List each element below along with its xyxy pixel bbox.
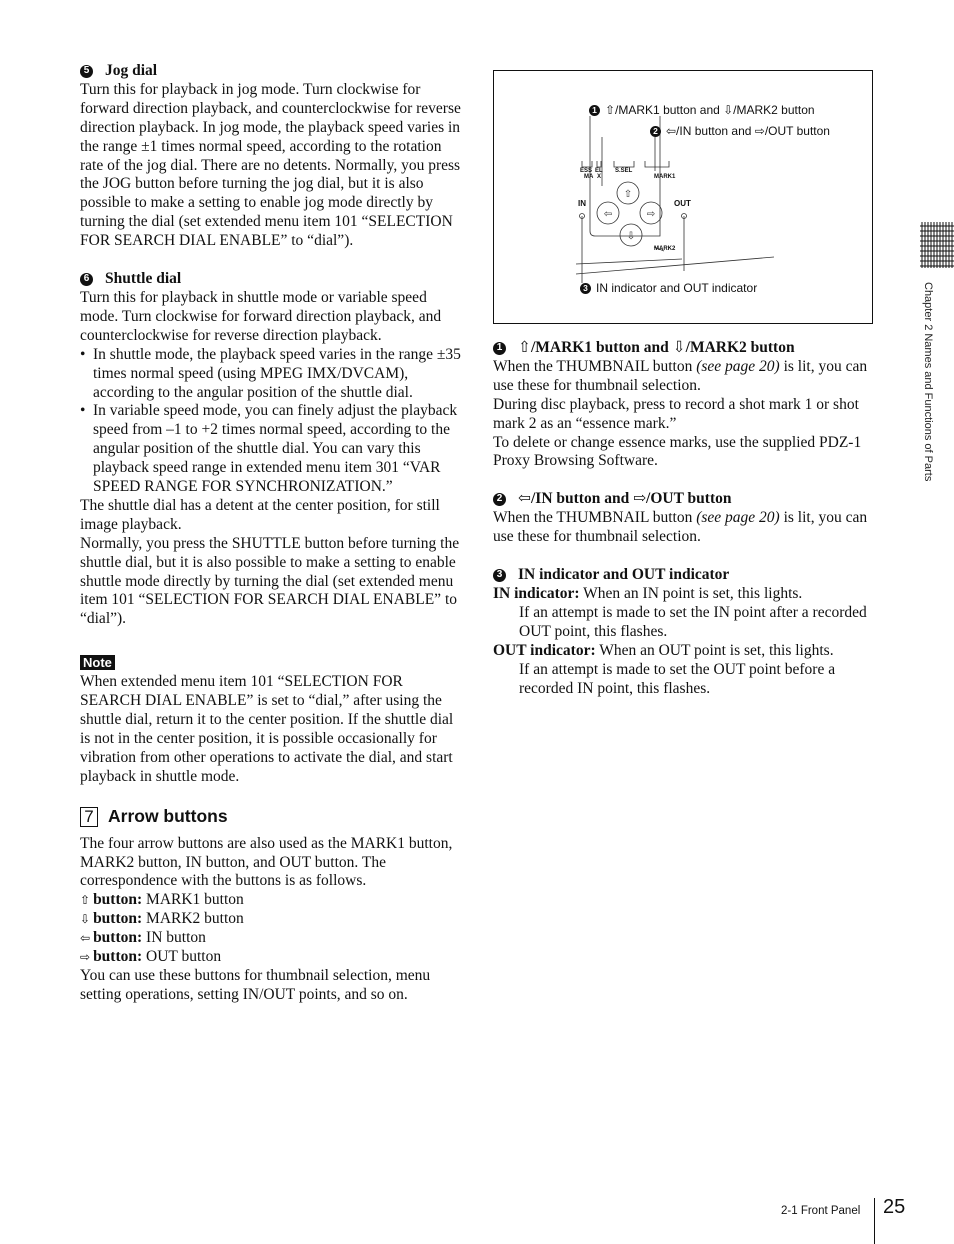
item-number-badge: 6 (80, 273, 93, 286)
left-arrow-icon: ⇦ (603, 209, 613, 220)
item-number-badge: 1 (493, 342, 506, 355)
mapping-key: button: (93, 891, 143, 909)
in-indicator-text: IN indicator: When an IN point is set, this lights. (493, 584, 803, 602)
shuttle-detent-text: The shuttle dial has a detent at the center position, for still image playback. (80, 496, 440, 533)
callout-1 (589, 103, 815, 117)
ma-label: MA (584, 174, 594, 180)
out-indicator-subtext: If an attempt is made to set the OUT point before a recorded IN point, this flashes. (519, 660, 836, 697)
arrow-buttons-heading (80, 807, 465, 827)
mapping-key: button: (93, 910, 143, 928)
section-number-box: 7 (80, 807, 98, 827)
heading-text: IN indicator and OUT indicator (518, 566, 730, 584)
in-label: IN (578, 199, 586, 208)
panel-illustration (493, 70, 873, 324)
note-text: When extended menu item 101 “SELECTION FOR SEARCH DIAL ENABLE” is set to “dial,” after using the shuttle dial, return it to the center position. If the shuttle dial is not in the center position, it is possible occasionally for vibration from other operations to activate the dial, and start playback in shuttle mode. (80, 673, 454, 785)
left-column (80, 62, 465, 1005)
jog-dial-text: Turn this for playback in jog mode. Turn clockwise for forward direction playback, and counterclockwise for reverse direction playback. In jog mode, the playback speed varies in the range ±1 times normal speed, according to the rotation rate of the jog dial. There are no detents. Normally, you press the JOG button before turning the jog dial, but it is also possible to make a setting to enable jog mode directly by turning the dial (set extended menu item 101 “SELECTION FOR SEARCH DIAL ENABLE” to “dial”). (80, 80, 461, 250)
mark2-label: MARK2 (654, 246, 676, 252)
callout-number: 1 (589, 105, 600, 116)
page-number: 25 (883, 1196, 906, 1218)
heading-text: Jog dial (105, 62, 158, 79)
item3-heading (493, 566, 878, 585)
callout-3 (580, 281, 757, 295)
mapping-value: MARK2 button (146, 910, 244, 928)
mapping-value: MARK1 button (146, 891, 244, 909)
item2-text: When the THUMBNAIL button (see page 20) is lit, you can use these for thumbnail selection. (493, 509, 868, 546)
mapping-row (80, 891, 465, 910)
shuttle-dial-heading (80, 270, 465, 289)
list-item: • In variable speed mode, you can finely adjust the playback speed from –1 to +2 times normal speed, according to the angular position of the shuttle dial. You can vary this playback speed range in extended menu item 301 “VAR SPEED RANGE FOR SYNCHRONIZATION.” (80, 402, 465, 497)
x-label: X (597, 174, 602, 180)
list-item: • In shuttle mode, the playback speed varies in the range ±35 times normal speed (using MPEG IMX/DVCAM), according to the angular position of the shuttle dial. (80, 346, 465, 403)
callout-text: ⇧/MARK1 button and ⇩/MARK2 button (605, 103, 815, 117)
arrow-intro: The four arrow buttons are also used as the MARK1 button, MARK2 button, IN button, and OUT button. The correspondence with the buttons is as follows. (80, 834, 453, 890)
item-number-badge: 5 (80, 65, 93, 78)
right-arrow-icon: ⇨ (646, 209, 656, 220)
mapping-key: button: (93, 929, 143, 947)
chapter-side-label: Chapter 2 Names and Functions of Parts (922, 282, 934, 482)
callout-2 (650, 124, 830, 138)
shuttle-intro: Turn this for playback in shuttle mode or variable speed mode. Turn clockwise for forward direction playback, and counterclockwise for reverse direction playback. (80, 288, 442, 344)
item1-text-1: When the THUMBNAIL button (see page 20) is lit, you can use these for thumbnail selection. (493, 357, 868, 394)
item1-text-2: During disc playback, press to record a shot mark 1 or shot mark 2 as an “essence mark.” (493, 395, 859, 432)
ssel-label: S.SEL (615, 168, 633, 174)
left-arrow-icon: ⇦ (80, 931, 91, 946)
item1-heading (493, 339, 878, 358)
up-arrow-icon: ⇧ (80, 893, 91, 908)
heading-text: ⇧/MARK1 button and ⇩/MARK2 button (518, 339, 795, 356)
heading-text: ⇦/IN button and ⇨/OUT button (518, 490, 732, 508)
mark1-label: MARK1 (654, 174, 676, 180)
el-label: EL (595, 168, 603, 174)
in-indicator-subtext: If an attempt is made to set the IN point after a recorded OUT point, this flashes. (519, 603, 867, 640)
mapping-row (80, 910, 465, 929)
shuttle-normally-text: Normally, you press the SHUTTLE button before turning the shuttle dial, but it is also possible to make a setting to enable shuttle mode directly by turning the dial (set extended menu item 101 “SELECTION FOR SEARCH DIAL ENABLE” to “dial”). (80, 534, 460, 628)
callout-text: ⇦/IN button and ⇨/OUT button (666, 124, 830, 138)
mapping-value: IN button (146, 929, 206, 947)
shuttle-bullets (80, 346, 465, 497)
out-indicator-text: OUT indicator: When an OUT point is set, this lights. (493, 641, 834, 659)
item2-heading (493, 490, 878, 509)
down-arrow-icon: ⇩ (80, 912, 91, 927)
right-arrow-icon: ⇨ (80, 950, 91, 965)
out-label: OUT (674, 199, 691, 208)
jog-dial-heading (80, 62, 465, 81)
footer-section-label: 2-1 Front Panel (781, 1205, 861, 1217)
callout-number: 2 (650, 126, 661, 137)
callout-text: IN indicator and OUT indicator (596, 281, 758, 295)
mapping-value: OUT button (146, 948, 222, 966)
up-arrow-icon: ⇧ (623, 189, 633, 200)
mapping-row (80, 929, 465, 948)
right-column (493, 339, 878, 698)
mapping-key: button: (93, 948, 143, 966)
ess-label: ESS (580, 168, 593, 174)
callout-number: 3 (580, 283, 591, 294)
heading-text: Shuttle dial (105, 270, 182, 288)
item1-text-3: To delete or change essence marks, use the supplied PDZ-1 Proxy Browsing Software. (493, 433, 862, 470)
chapter-tab-marker (920, 222, 954, 268)
note-label: Note (80, 655, 115, 670)
heading-text: Arrow buttons (108, 806, 228, 827)
down-arrow-icon: ⇩ (626, 231, 636, 242)
item-number-badge: 2 (493, 493, 506, 506)
footer-divider (874, 1198, 875, 1244)
mapping-row (80, 948, 465, 967)
arrow-outro: You can use these buttons for thumbnail selection, menu setting operations, setting IN/OUT points, and so on. (80, 966, 431, 1003)
item-number-badge: 3 (493, 569, 506, 582)
